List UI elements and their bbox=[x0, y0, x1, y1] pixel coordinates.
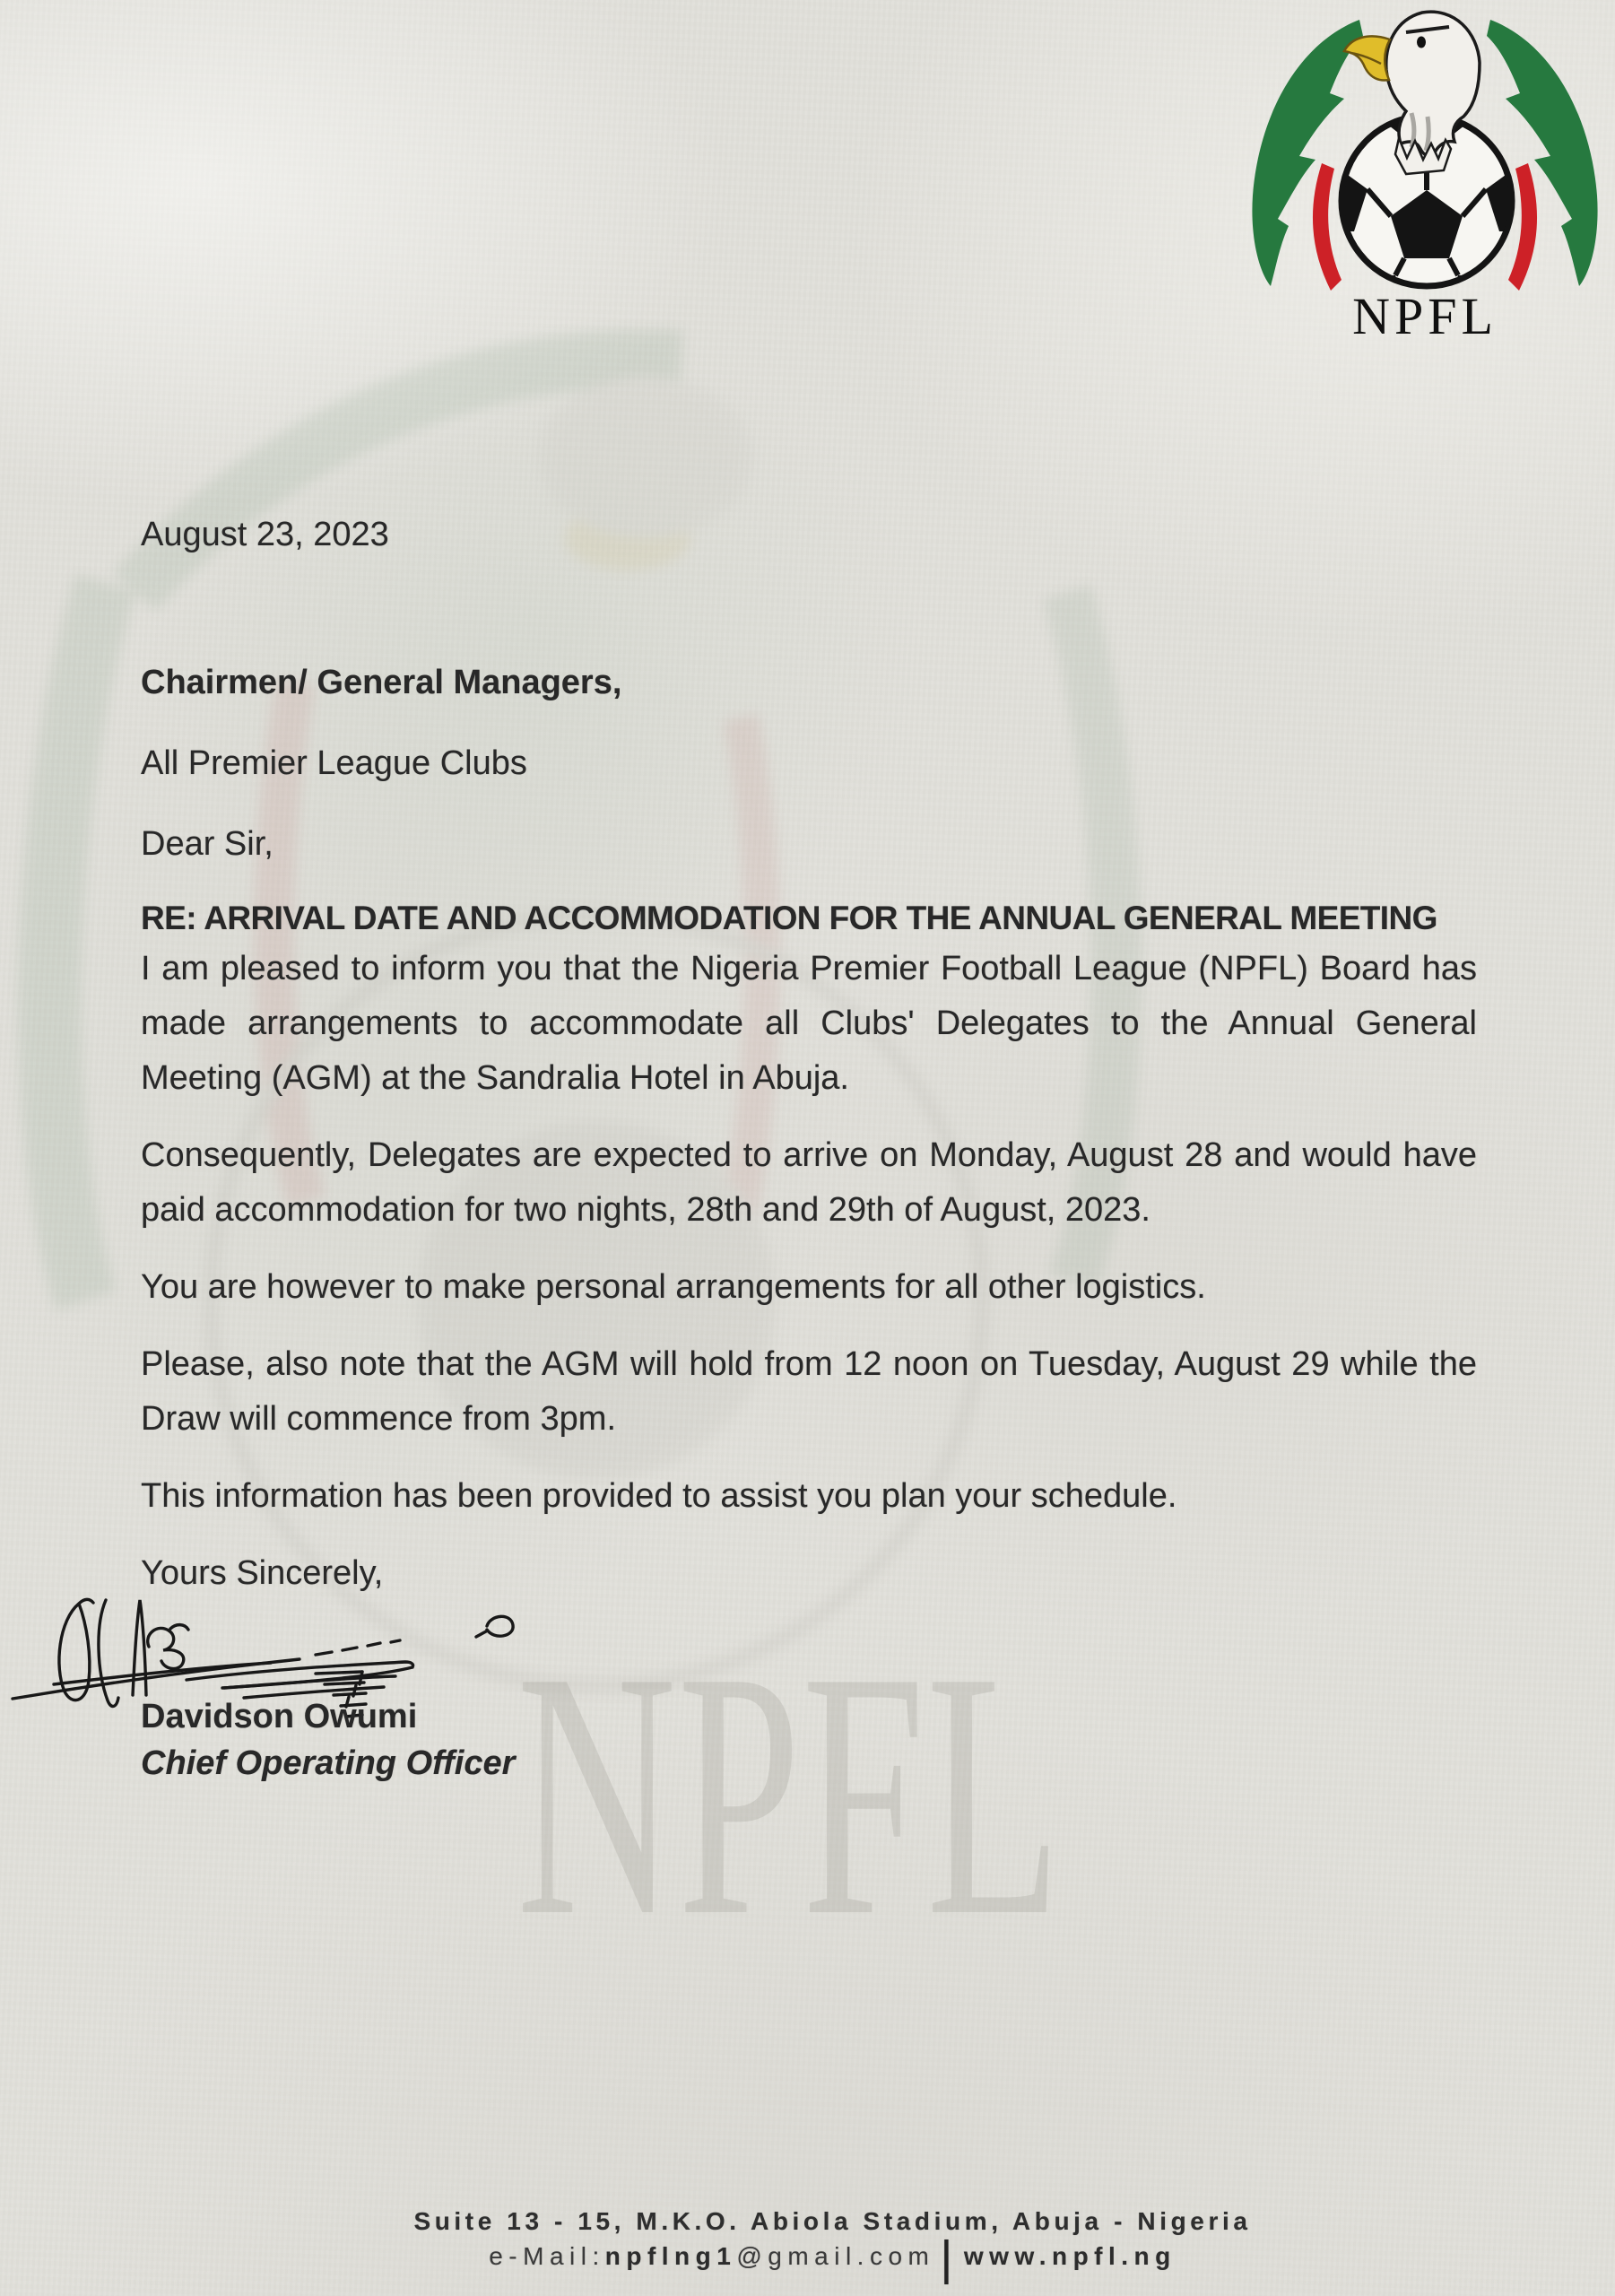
footer-website: www.npfl.ng bbox=[963, 2242, 1177, 2270]
signer-name: Davidson Owumi bbox=[141, 1698, 418, 1735]
paragraph-4: Please, also note that the AGM will hold from 12 noon on Tuesday, August 29 while the Draw will commence from 3pm. bbox=[141, 1345, 1477, 1438]
recipient-line-1: Chairmen/ General Managers, bbox=[141, 664, 622, 701]
recipient-line-2: All Premier League Clubs bbox=[141, 744, 527, 782]
footer bbox=[25, 2205, 1615, 2285]
letter-date: August 23, 2023 bbox=[141, 516, 389, 553]
npfl-crest-icon bbox=[1245, 5, 1605, 344]
footer-email-user: npflng1 bbox=[604, 2242, 737, 2270]
paragraph-3: You are however to make personal arrangements for all other logistics. bbox=[141, 1268, 1206, 1306]
paragraph-5: This information has been provided to assist you plan your schedule. bbox=[141, 1477, 1177, 1515]
logo-caption: NPFL bbox=[1352, 287, 1498, 344]
closing: Yours Sincerely, bbox=[141, 1554, 384, 1592]
salutation: Dear Sir, bbox=[141, 825, 274, 863]
footer-contact-line: e-Mail:npflng1@gmail.com | www.npfl.ng bbox=[489, 2231, 1177, 2285]
footer-address: Suite 13 - 15, M.K.O. Abiola Stadium, Abuja - Nigeria bbox=[413, 2207, 1252, 2235]
watermark-text: NPFL bbox=[517, 1652, 1063, 1948]
subject-line: RE: ARRIVAL DATE AND ACCOMMODATION FOR THE ANNUAL GENERAL MEETING bbox=[141, 900, 1437, 936]
signer-title: Chief Operating Officer bbox=[141, 1744, 516, 1782]
paragraph-1: I am pleased to inform you that the Nigeria Premier Football League (NPFL) Board has made arrangements to accommodate all Clubs' Delegates to the Annual General Meeting (AGM) at the Sandralia Hotel in Abuja. bbox=[141, 950, 1477, 1097]
footer-email-label: e-Mail: bbox=[489, 2242, 605, 2270]
footer-email-domain: @gmail.com bbox=[736, 2242, 935, 2270]
paragraph-2: Consequently, Delegates are expected to arrive on Monday, August 28 and would have paid accommodation for two nights, 28th and 29th of August, 2023. bbox=[141, 1136, 1477, 1229]
